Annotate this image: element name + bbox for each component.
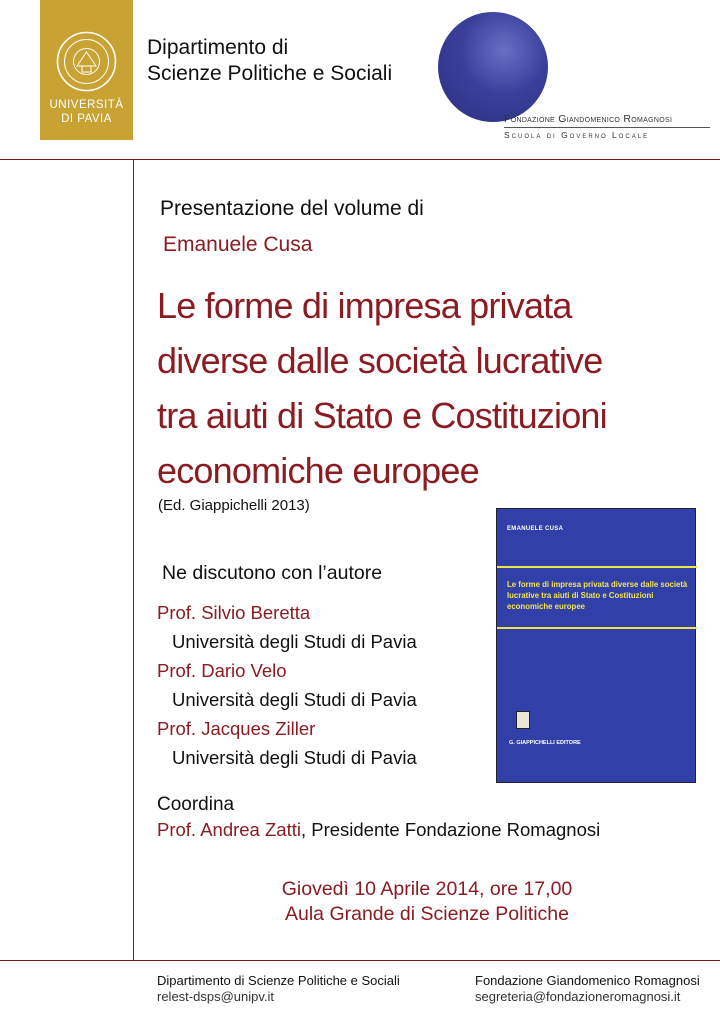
footer-department bbox=[157, 973, 400, 1005]
coordinator-name: Prof. Andrea Zatti bbox=[157, 819, 301, 840]
coordinator bbox=[157, 819, 600, 841]
speaker-name: Prof. Silvio Beretta bbox=[157, 602, 311, 623]
title-line: Le forme di impresa privata bbox=[157, 285, 572, 326]
footer-department-name: Dipartimento di Scienze Politiche e Sociali bbox=[157, 973, 400, 988]
footer-foundation-email: segreteria@fondazioneromagnosi.it bbox=[475, 989, 681, 1004]
footer-divider bbox=[0, 960, 720, 961]
event-date: Giovedì 10 Aprile 2014, ore 17,00 bbox=[281, 878, 573, 900]
book-author: Emanuele Cusa bbox=[163, 233, 313, 256]
speakers-list bbox=[157, 598, 417, 772]
event-place: Aula Grande di Scienze Politiche bbox=[285, 903, 569, 925]
speaker-name: Prof. Dario Velo bbox=[157, 660, 287, 681]
speaker-name: Prof. Jacques Ziller bbox=[157, 718, 316, 739]
speaker-affiliation: Università degli Studi di Pavia bbox=[172, 689, 417, 710]
speaker-affiliation: Università degli Studi di Pavia bbox=[172, 747, 417, 768]
foundation-logo bbox=[428, 6, 712, 140]
title-line: economiche europee bbox=[157, 450, 479, 491]
presentation-intro: Presentazione del volume di bbox=[160, 197, 424, 220]
university-name bbox=[40, 98, 133, 126]
footer-foundation-name: Fondazione Giandomenico Romagnosi bbox=[475, 973, 700, 988]
department-title bbox=[147, 35, 392, 87]
book-edition: (Ed. Giappichelli 2013) bbox=[158, 497, 310, 514]
book-cover-yellow-line bbox=[497, 627, 697, 629]
foundation-divider bbox=[504, 127, 710, 128]
book-cover-author: EMANUELE CUSA bbox=[507, 526, 564, 532]
coordinator-role: , Presidente Fondazione Romagnosi bbox=[300, 819, 601, 840]
discussion-intro: Ne discutono con l’autore bbox=[162, 562, 383, 584]
university-seal-icon bbox=[55, 30, 118, 93]
left-vertical-rule bbox=[133, 159, 134, 960]
foundation-circle-icon bbox=[438, 12, 548, 122]
book-cover-yellow-line bbox=[497, 566, 697, 568]
header-divider bbox=[0, 159, 720, 160]
department-line2: Scienze Politiche e Sociali bbox=[147, 62, 393, 85]
footer-foundation bbox=[475, 973, 700, 1005]
book-cover-image bbox=[496, 508, 696, 783]
book-cover-title: Le forme di impresa privata diverse dalle società lucrative tra aiuti di Stato e Costituzioni economiche europee bbox=[507, 580, 688, 611]
university-name-line2: DI PAVIA bbox=[61, 113, 112, 125]
publisher-emblem-icon bbox=[516, 711, 530, 729]
university-logo bbox=[40, 0, 133, 140]
coordination-label: Coordina bbox=[157, 794, 235, 815]
title-line: diverse dalle società lucrative bbox=[157, 340, 603, 381]
footer-department-email: relest-dsps@unipv.it bbox=[157, 989, 274, 1004]
department-line1: Dipartimento di bbox=[147, 36, 289, 59]
speaker-affiliation: Università degli Studi di Pavia bbox=[172, 631, 417, 652]
book-title bbox=[157, 278, 717, 498]
foundation-name: Fondazione Giandomenico Romagnosi bbox=[504, 113, 673, 125]
university-name-line1: UNIVERSITÀ bbox=[49, 99, 124, 111]
foundation-subtitle: Scuola di Governo Locale bbox=[504, 130, 650, 140]
book-cover-publisher: G. GIAPPICHELLI EDITORE bbox=[509, 740, 581, 746]
title-line: tra aiuti di Stato e Costituzioni bbox=[157, 395, 607, 436]
